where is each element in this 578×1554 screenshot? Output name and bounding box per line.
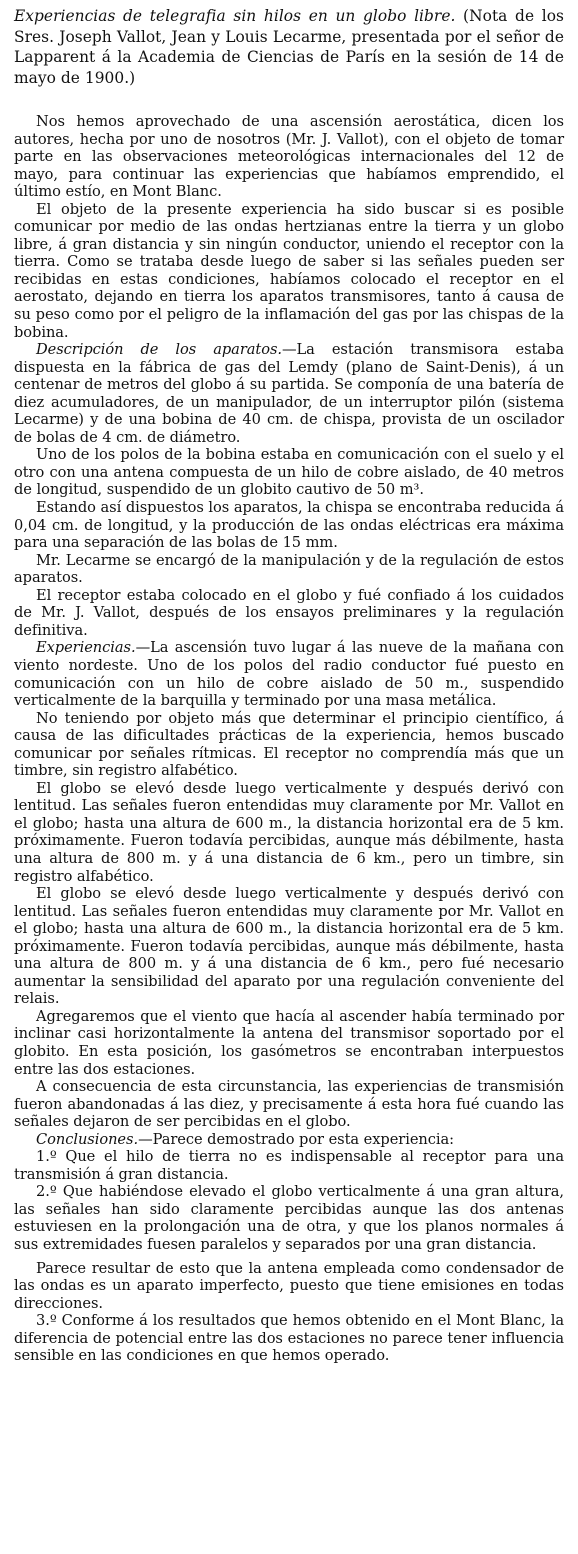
paragraph (14, 552, 564, 587)
paragraph-text: A consecuencia de esta circunstancia, las experiencias de transmisión fueron abandonadas á las diez, y precisamente á esta hora fué cuando las señales dejaron de ser percibidas en el globo. (14, 1078, 564, 1131)
paragraph-text: Uno de los polos de la bobina estaba en comunicación con el suelo y el otro con una antena compuesta de un hilo de cobre aislado, de 40 metros de longitud, suspendido de un globito cautivo de 50 m³. (14, 446, 564, 499)
paragraph (14, 1131, 564, 1149)
paragraph-text: Agregaremos que el viento que hacía al ascender había terminado por inclinar casi horizontalmente la antena del transmisor soportado por el globito. En esta posición, los gasómetros se encontraban interpuestos entre las dos estaciones. (14, 1007, 564, 1078)
section-lead: Conclusiones. (36, 1130, 139, 1148)
paragraph (14, 341, 564, 446)
article-source-note: (Nota de los Sres. Joseph Vallot, Jean y Louis Lecarme, presentada por el señor de Lapparent á la Academia de Ciencias de París en la sesión de 14 de mayo de 1900.) (14, 7, 564, 87)
paragraph (14, 201, 564, 341)
paragraph (14, 710, 564, 780)
paragraph (14, 780, 564, 885)
paragraph-text: El globo se elevó desde luego verticalmente y después derivó con lentitud. Las señales fueron entendidas muy claramente por Mr. Vallot en el globo; hasta una altura de 600 m., la distancia horizontal era de 5 km. próximamente. Fueron todavía percibidas, aunque más débilmente, hasta una altura de 800 m. y á una distancia de 6 km., pero fué necesario aumentar la sensibilidad del aparato por una regulación conveniente del relais. (14, 885, 564, 1008)
paragraph-text: Mr. Lecarme se encargó de la manipulación y de la regulación de estos aparatos. (14, 551, 564, 587)
paragraph (14, 1312, 564, 1365)
paragraph-text: Estando así dispuestos los aparatos, la chispa se encontraba reducida á 0,04 cm. de longitud, y la producción de las ondas eléctricas era máxima para una separación de las bolas de 15 mm. (14, 499, 564, 552)
paragraph (14, 885, 564, 1008)
paragraph-text: El globo se elevó desde luego verticalmente y después derivó con lentitud. Las señales fueron entendidas muy claramente por Mr. Vallot en el globo; hasta una altura de 600 m., la distancia horizontal era de 5 km. próximamente. Fueron todavía percibidas, aunque más débilmente, hasta una altura de 800 m. y á una distancia de 6 km., pero un timbre, sin registro alfabético. (14, 779, 564, 885)
paragraph (14, 446, 564, 499)
paragraph-text: El receptor estaba colocado en el globo y fué confiado á los cuidados de Mr. J. Vallot, después de los ensayos preliminares y la regulación definitiva. (14, 586, 564, 639)
paragraph-text: —Parece demostrado por esta experiencia: (138, 1130, 455, 1148)
paragraph-text: 2.º Que habiéndose elevado el globo verticalmente á una gran altura, las señales han sido claramente percibidas aunque las dos antenas estuviesen en la prolongación una de otra, y que los planos normales á sus extremidades fuesen paralelos y separados por una gran distancia. (14, 1183, 564, 1253)
paragraph (14, 1260, 564, 1313)
article-title: Experiencias de telegrafia sin hilos en un globo libre. (14, 7, 456, 25)
paragraph (14, 113, 564, 201)
article-header (14, 6, 564, 88)
paragraph (14, 587, 564, 640)
paragraph (14, 1183, 564, 1253)
paragraph-text: Parece resultar de esto que la antena empleada como condensador de las ondas es un aparato imperfecto, puesto que tiene emisiones en todas direcciones. (14, 1259, 564, 1312)
paragraph-text: 1.º Que el hilo de tierra no es indispensable al receptor para una transmisión á gran distancia. (14, 1148, 564, 1183)
paragraph (14, 1008, 564, 1078)
paragraph-text: 3.º Conforme á los resultados que hemos obtenido en el Mont Blanc, la diferencia de potencial entre las dos estaciones no parece tener influencia sensible en las condiciones en que hemos operado. (14, 1312, 564, 1365)
paragraph (14, 1148, 564, 1183)
section-lead: Experiencias. (36, 639, 136, 657)
paragraph-text: El objeto de la presente experiencia ha sido buscar si es posible comunicar por medio de las ondas hertzianas entre la tierra y un globo libre, á gran distancia y sin ningún conductor, uniendo el receptor con la tierra. Como se trataba desde luego de saber si las señales pueden ser recibidas en estas condiciones, habíamos colocado el receptor en el aerostato, dejando en tierra los aparatos transmisores, tanto á causa de su peso como por el peligro de la inflamación del gas por las chispas de la bobina. (14, 200, 564, 341)
paragraph-text: —La estación transmisora estaba dispuesta en la fábrica de gas del Lemdy (plano de Saint-Denis), á un centenar de metros del globo á su partida. Se componía de una batería de diez acumuladores, de un manipulador, de un interruptor pilón (sistema Lecarme) y de una bobina de 40 cm. de chispa, provista de un oscilador de bolas de 4 cm. de diámetro. (14, 341, 564, 446)
paragraph (14, 1078, 564, 1131)
paragraph-text: No teniendo por objeto más que determinar el principio científico, á causa de las dificultades prácticas de la experiencia, hemos buscado comunicar por señales rítmicas. El receptor no comprendía más que un timbre, sin registro alfabético. (14, 709, 564, 780)
article-body (14, 113, 564, 1365)
paragraph (14, 639, 564, 709)
paragraph (14, 499, 564, 552)
paragraph-text: —La ascensión tuvo lugar á las nueve de la mañana con viento nordeste. Uno de los polos del radio conductor fué puesto en comunicación con un hilo de cobre aislado de 50 m., suspendido verticalmente de la barquilla y terminado por una masa metálica. (14, 639, 564, 710)
paragraph-text: Nos hemos aprovechado de una ascensión aerostática, dicen los autores, hecha por uno de nosotros (Mr. J. Vallot), con el objeto de tomar parte en las observaciones meteorológicas internacionales del 12 de mayo, para continuar las experiencias que habíamos emprendido, el último estío, en Mont Blanc. (14, 113, 564, 201)
section-lead: Descripción de los aparatos. (36, 341, 282, 359)
